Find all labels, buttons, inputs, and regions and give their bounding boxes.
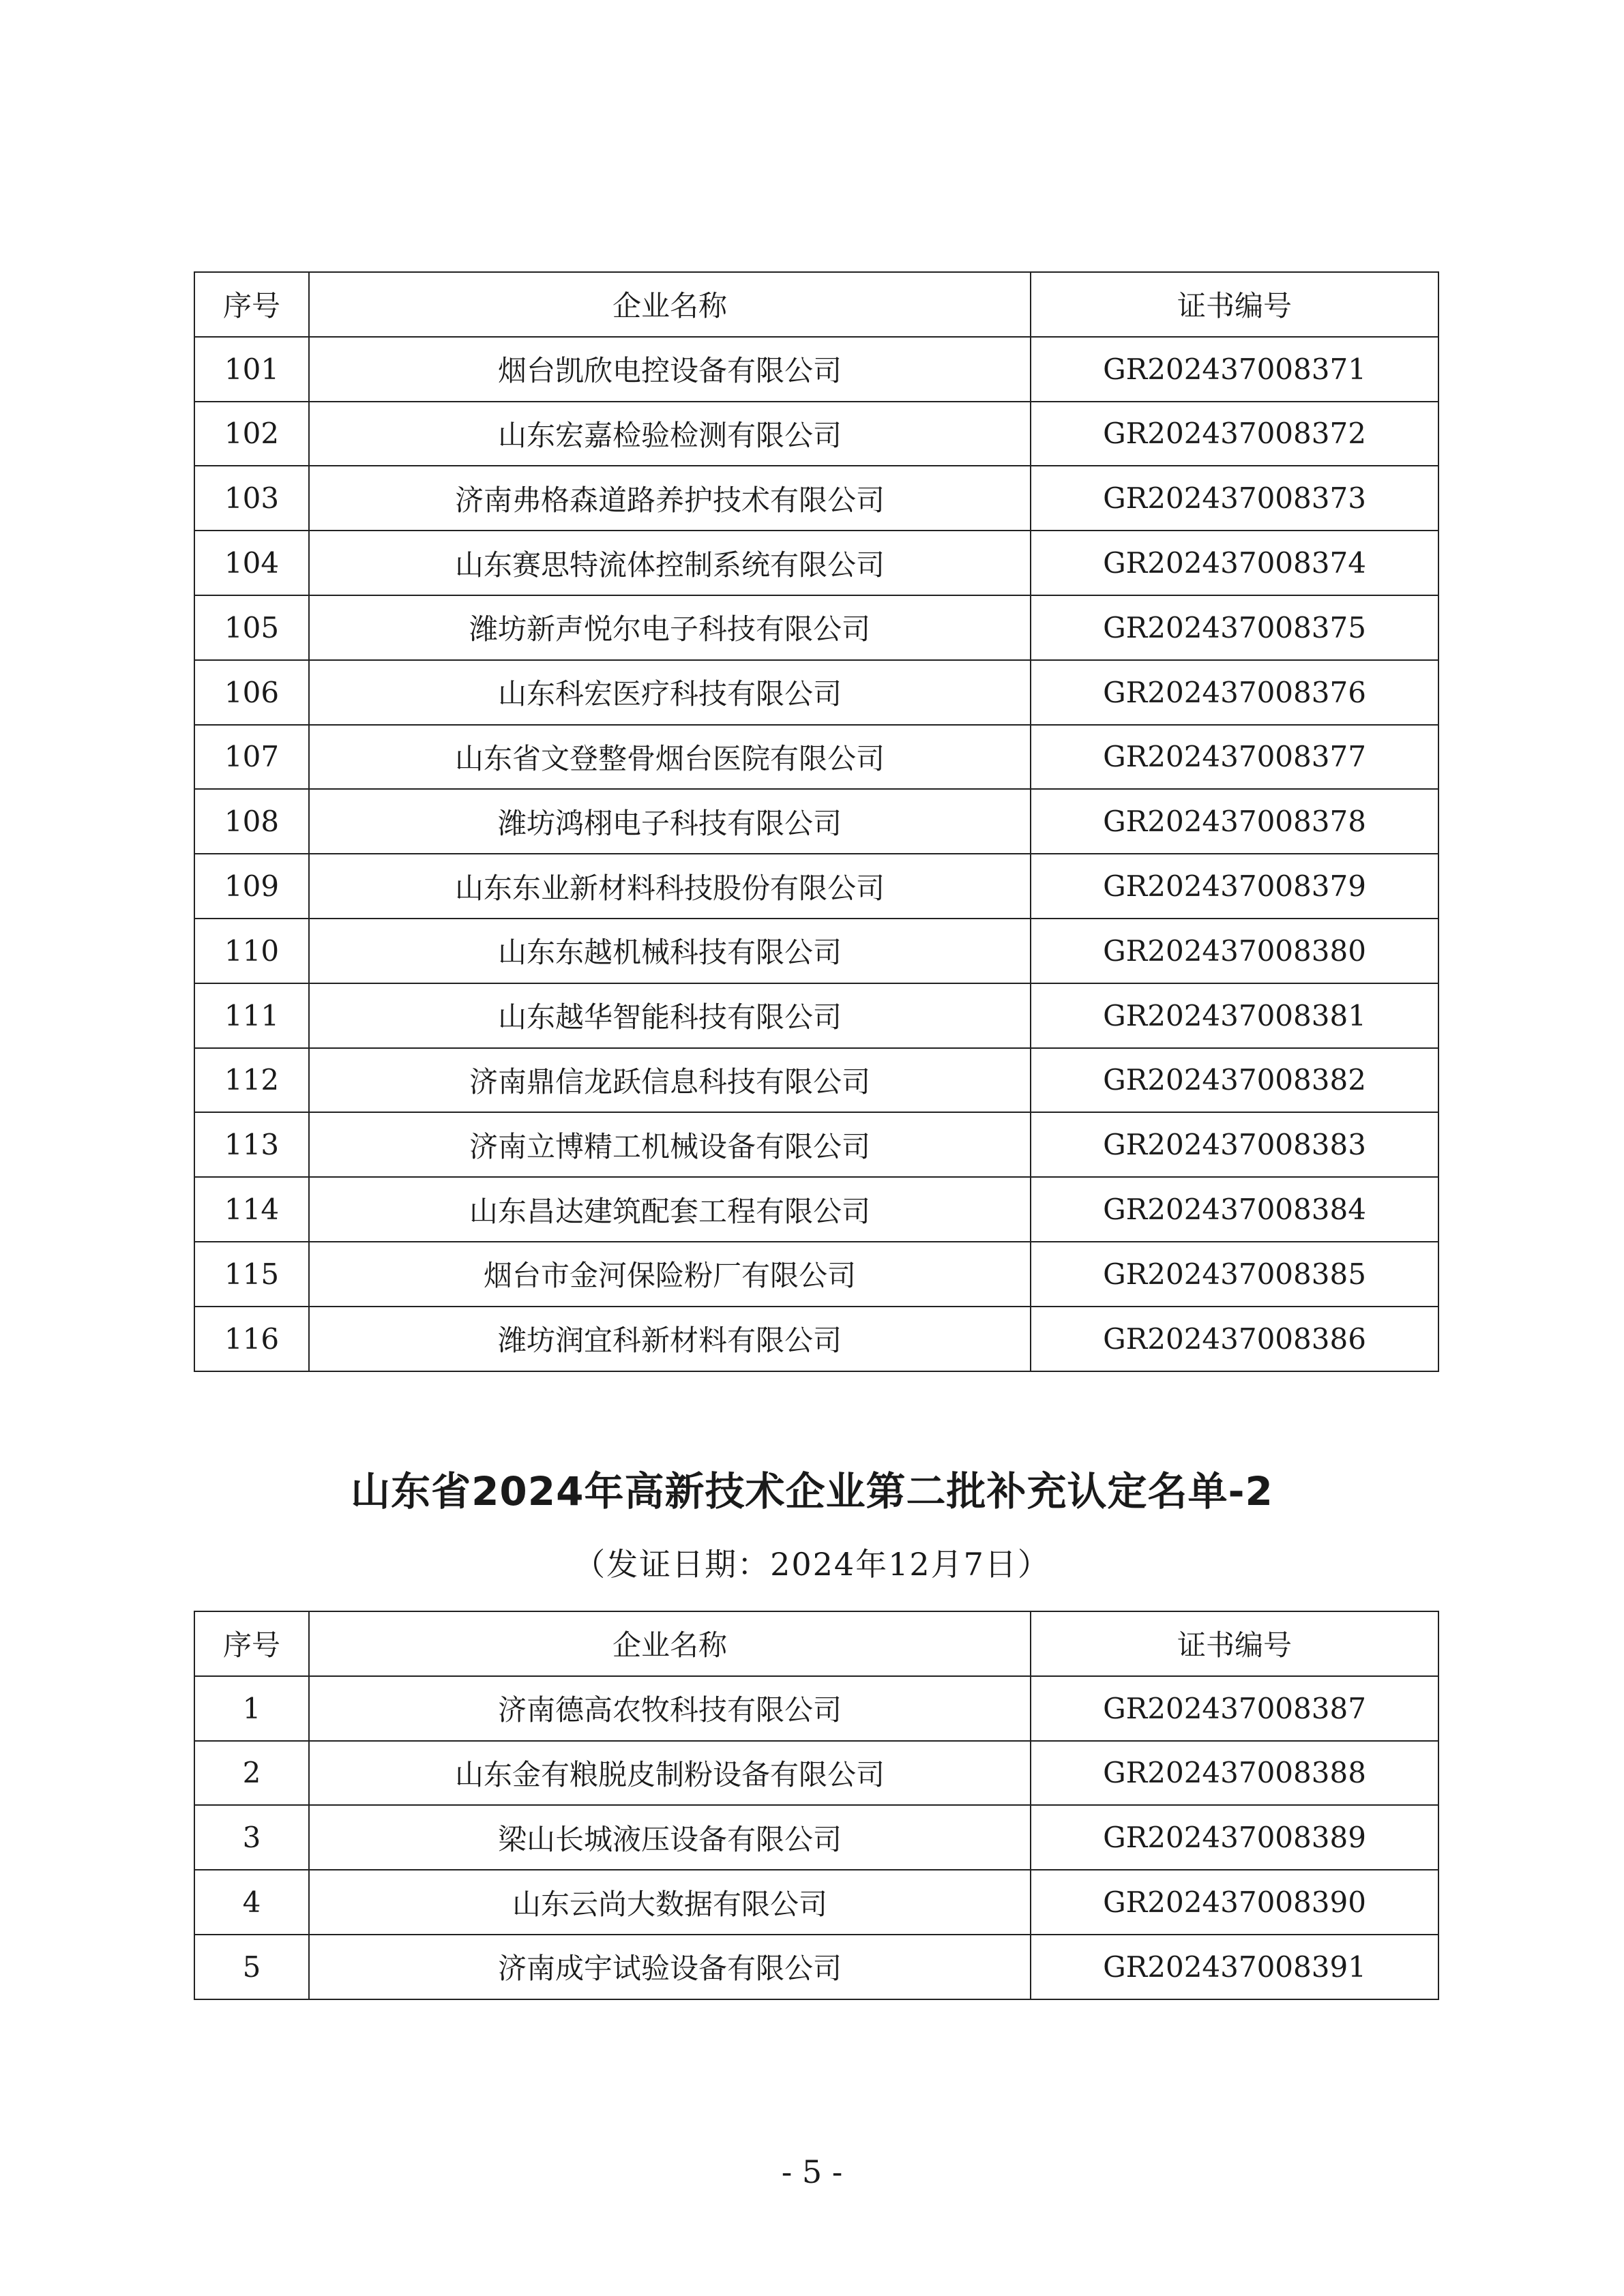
header-company-name: 企业名称 [309, 272, 1031, 337]
table-row [194, 1870, 1438, 1935]
table-row [194, 1177, 1438, 1242]
company-name-cell: 山东云尚大数据有限公司 [309, 1870, 1031, 1935]
certificate-number-cell: GR202437008374 [1031, 531, 1438, 595]
certificate-number-cell: GR202437008377 [1031, 725, 1438, 790]
company-name-cell: 山东东越机械科技有限公司 [309, 919, 1031, 983]
issue-date: （发证日期：2024年12月7日） [574, 1546, 1050, 1583]
table-row [194, 660, 1438, 725]
certificate-table-2 [194, 1611, 1439, 2000]
serial-number-cell: 116 [194, 1307, 309, 1371]
company-name-cell: 梁山长城液压设备有限公司 [309, 1805, 1031, 1870]
certificate-number-cell: GR202437008388 [1031, 1741, 1438, 1806]
serial-number-cell: 1 [194, 1676, 309, 1741]
certificate-number-cell: GR202437008383 [1031, 1112, 1438, 1177]
serial-number-cell: 107 [194, 725, 309, 790]
certificate-number-cell: GR202437008371 [1031, 337, 1438, 402]
company-name-cell: 山东宏嘉检验检测有限公司 [309, 402, 1031, 466]
serial-number-cell: 105 [194, 595, 309, 660]
serial-number-cell: 115 [194, 1242, 309, 1307]
serial-number-cell: 102 [194, 402, 309, 466]
table-row [194, 337, 1438, 402]
serial-number-cell: 112 [194, 1048, 309, 1113]
table-row [194, 466, 1438, 531]
company-name-cell: 山东越华智能科技有限公司 [309, 983, 1031, 1048]
certificate-number-cell: GR202437008384 [1031, 1177, 1438, 1242]
serial-number-cell: 113 [194, 1112, 309, 1177]
certificate-number-cell: GR202437008372 [1031, 402, 1438, 466]
company-name-cell: 山东金有粮脱皮制粉设备有限公司 [309, 1741, 1031, 1806]
certificate-number-cell: GR202437008390 [1031, 1870, 1438, 1935]
serial-number-cell: 5 [194, 1935, 309, 1999]
table-row [194, 1805, 1438, 1870]
section-title: 山东省2024年高新技术企业第二批补充认定名单-2 [351, 1468, 1273, 1515]
serial-number-cell: 103 [194, 466, 309, 531]
serial-number-cell: 2 [194, 1741, 309, 1806]
serial-number-cell: 114 [194, 1177, 309, 1242]
company-name-cell: 潍坊新声悦尔电子科技有限公司 [309, 595, 1031, 660]
company-name-cell: 济南德高农牧科技有限公司 [309, 1676, 1031, 1741]
company-name-cell: 济南弗格森道路养护技术有限公司 [309, 466, 1031, 531]
certificate-number-cell: GR202437008380 [1031, 919, 1438, 983]
serial-number-cell: 104 [194, 531, 309, 595]
table-row [194, 1048, 1438, 1113]
header-certificate-number: 证书编号 [1031, 1611, 1438, 1676]
serial-number-cell: 111 [194, 983, 309, 1048]
serial-number-cell: 106 [194, 660, 309, 725]
serial-number-cell: 101 [194, 337, 309, 402]
header-serial-number: 序号 [194, 272, 309, 337]
company-name-cell: 烟台凯欣电控设备有限公司 [309, 337, 1031, 402]
table-row [194, 1935, 1438, 1999]
certificate-number-cell: GR202437008386 [1031, 1307, 1438, 1371]
header-serial-number: 序号 [194, 1611, 309, 1676]
certificate-number-cell: GR202437008379 [1031, 854, 1438, 919]
table-row [194, 983, 1438, 1048]
serial-number-cell: 4 [194, 1870, 309, 1935]
table-row [194, 789, 1438, 854]
company-name-cell: 山东科宏医疗科技有限公司 [309, 660, 1031, 725]
serial-number-cell: 110 [194, 919, 309, 983]
company-name-cell: 潍坊鸿栩电子科技有限公司 [309, 789, 1031, 854]
table-1-body [194, 337, 1438, 1371]
header-company-name: 企业名称 [309, 1611, 1031, 1676]
certificate-number-cell: GR202437008382 [1031, 1048, 1438, 1113]
company-name-cell: 山东赛思特流体控制系统有限公司 [309, 531, 1031, 595]
table-header-row [194, 1611, 1438, 1676]
company-name-cell: 济南成宇试验设备有限公司 [309, 1935, 1031, 1999]
table-row [194, 1307, 1438, 1371]
company-name-cell: 潍坊润宜科新材料有限公司 [309, 1307, 1031, 1371]
company-name-cell: 济南立博精工机械设备有限公司 [309, 1112, 1031, 1177]
certificate-number-cell: GR202437008373 [1031, 466, 1438, 531]
certificate-number-cell: GR202437008375 [1031, 595, 1438, 660]
table-row [194, 595, 1438, 660]
table-row [194, 919, 1438, 983]
certificate-number-cell: GR202437008385 [1031, 1242, 1438, 1307]
table-row [194, 531, 1438, 595]
table-row [194, 1112, 1438, 1177]
certificate-number-cell: GR202437008376 [1031, 660, 1438, 725]
company-name-cell: 山东东业新材料科技股份有限公司 [309, 854, 1031, 919]
table-row [194, 402, 1438, 466]
table-row [194, 1676, 1438, 1741]
table-2-body [194, 1676, 1438, 1999]
company-name-cell: 济南鼎信龙跃信息科技有限公司 [309, 1048, 1031, 1113]
serial-number-cell: 109 [194, 854, 309, 919]
serial-number-cell: 108 [194, 789, 309, 854]
table-row [194, 854, 1438, 919]
certificate-number-cell: GR202437008391 [1031, 1935, 1438, 1999]
certificate-table-1 [194, 271, 1439, 1372]
page-number: - 5 - [781, 2153, 843, 2190]
certificate-number-cell: GR202437008389 [1031, 1805, 1438, 1870]
serial-number-cell: 3 [194, 1805, 309, 1870]
table-row [194, 1242, 1438, 1307]
header-certificate-number: 证书编号 [1031, 272, 1438, 337]
certificate-number-cell: GR202437008387 [1031, 1676, 1438, 1741]
table-row [194, 1741, 1438, 1806]
table-row [194, 725, 1438, 790]
company-name-cell: 山东昌达建筑配套工程有限公司 [309, 1177, 1031, 1242]
company-name-cell: 烟台市金河保险粉厂有限公司 [309, 1242, 1031, 1307]
company-name-cell: 山东省文登整骨烟台医院有限公司 [309, 725, 1031, 790]
table-header-row [194, 272, 1438, 337]
certificate-number-cell: GR202437008381 [1031, 983, 1438, 1048]
certificate-number-cell: GR202437008378 [1031, 789, 1438, 854]
